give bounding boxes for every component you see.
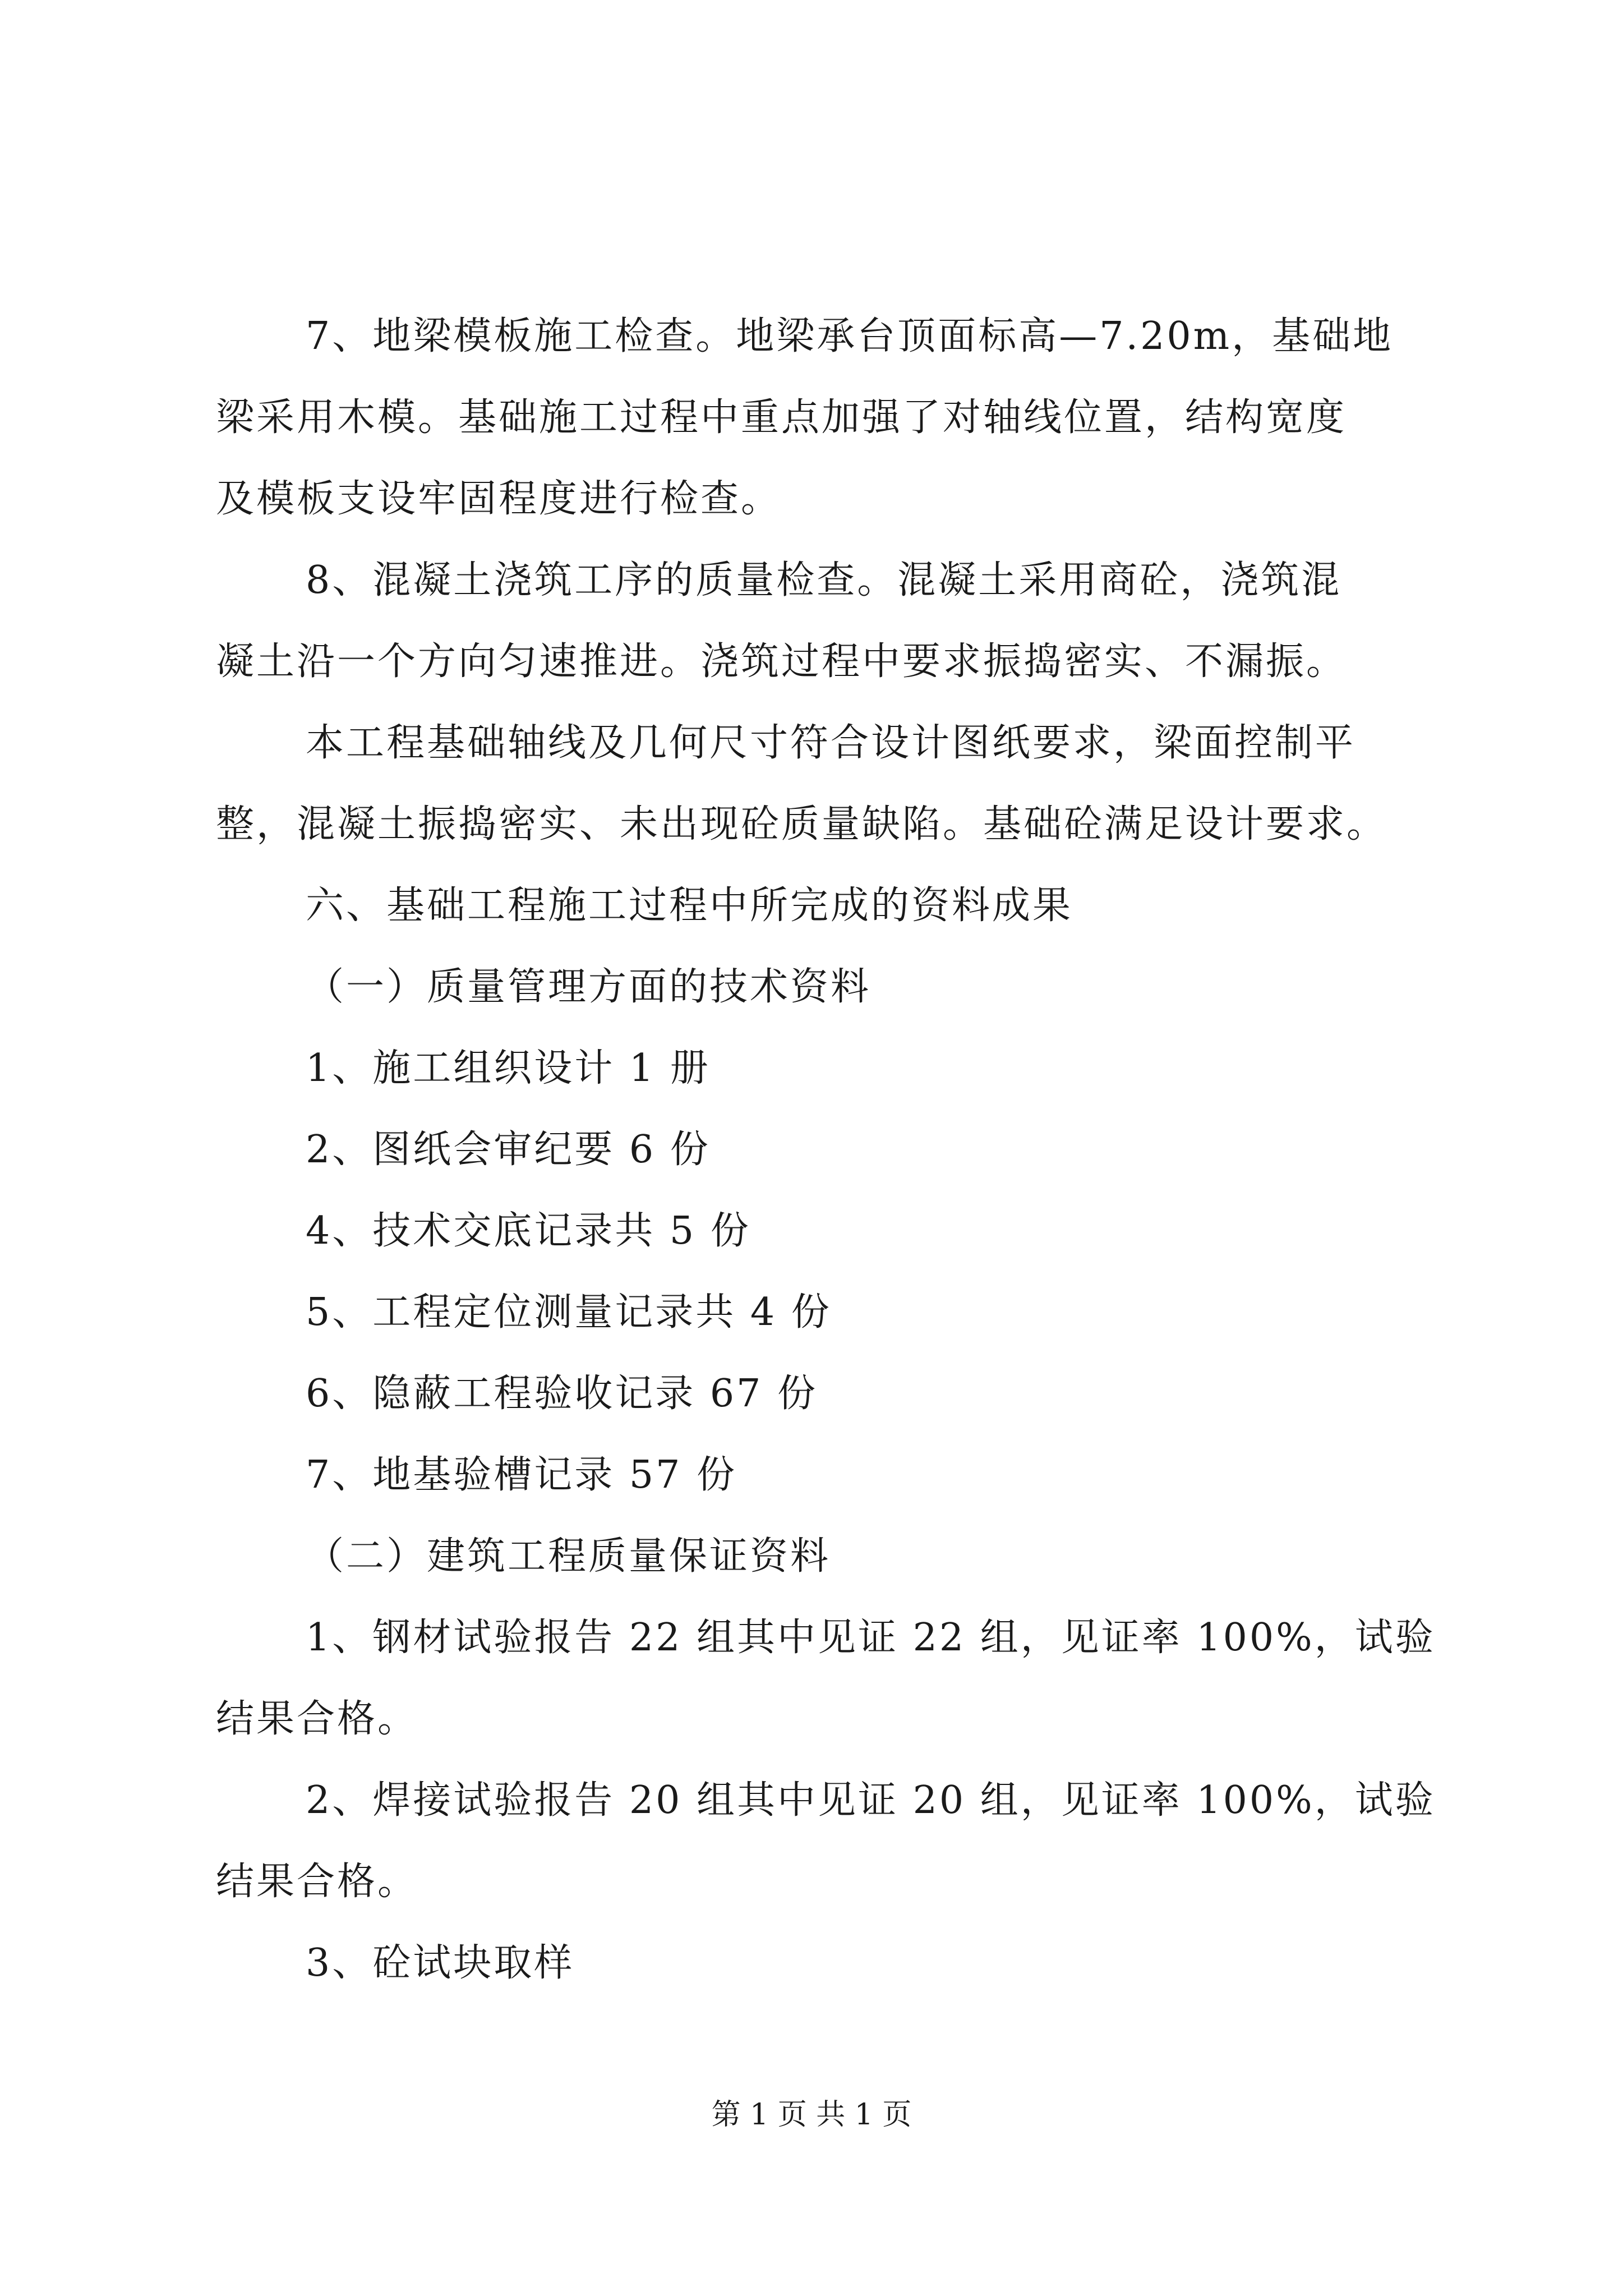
page-footer: 第 1 页 共 1 页 xyxy=(711,2098,912,2132)
paragraph-line: 及模板支设牢固程度进行检查。 xyxy=(216,477,782,521)
list-item: 1、施工组织设计 1 册 xyxy=(306,1046,711,1091)
list-item: 3、砼试块取样 xyxy=(306,1941,575,1985)
list-item: 2、焊接试验报告 20 组其中见证 20 组，见证率 100%，试验 xyxy=(306,1778,1436,1823)
subsection-heading: （一）质量管理方面的技术资料 xyxy=(306,965,872,1009)
subsection-heading: （二）建筑工程质量保证资料 xyxy=(306,1534,831,1579)
list-item: 1、钢材试验报告 22 组其中见证 22 组，见证率 100%，试验 xyxy=(306,1616,1436,1660)
paragraph-line: 8、混凝土浇筑工序的质量检查。混凝土采用商砼，浇筑混 xyxy=(306,558,1342,602)
paragraph-line: 本工程基础轴线及几何尺寸符合设计图纸要求，梁面控制平 xyxy=(306,721,1356,765)
list-item: 6、隐蔽工程验收记录 67 份 xyxy=(306,1372,818,1416)
paragraph-line: 7、地梁模板施工检查。地梁承台顶面标高—7.20m，基础地 xyxy=(306,314,1394,358)
list-item-continuation: 结果合格。 xyxy=(216,1860,418,1904)
section-heading: 六、基础工程施工过程中所完成的资料成果 xyxy=(306,884,1073,928)
paragraph-line: 整，混凝土振捣密实、未出现砼质量缺陷。基础砼满足设计要求。 xyxy=(216,802,1387,846)
paragraph-line: 梁采用木模。基础施工过程中重点加强了对轴线位置，结构宽度 xyxy=(216,395,1347,440)
list-item: 7、地基验槽记录 57 份 xyxy=(306,1453,737,1497)
list-item-continuation: 结果合格。 xyxy=(216,1697,418,1741)
paragraph-line: 凝土沿一个方向匀速推进。浇筑过程中要求振捣密实、不漏振。 xyxy=(216,639,1347,684)
list-item: 4、技术交底记录共 5 份 xyxy=(306,1209,751,1253)
list-item: 5、工程定位测量记录共 4 份 xyxy=(306,1290,832,1335)
list-item: 2、图纸会审纪要 6 份 xyxy=(306,1128,711,1172)
